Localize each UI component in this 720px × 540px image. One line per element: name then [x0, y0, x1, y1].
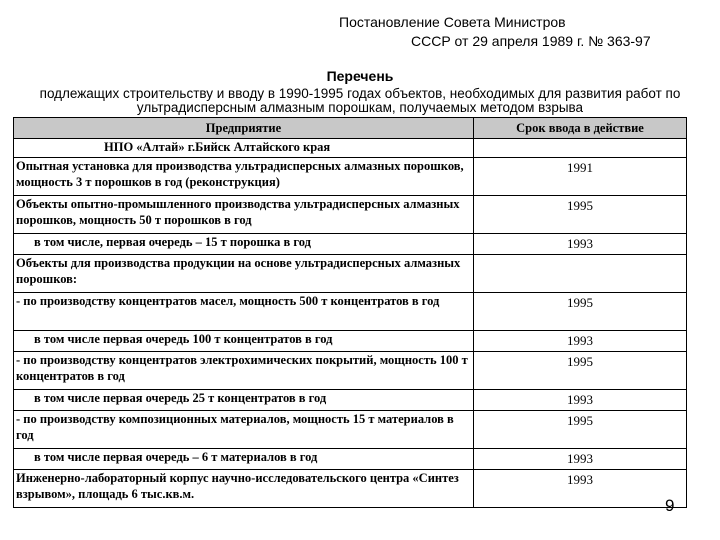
row-year: 1995	[474, 196, 687, 234]
row-text: Инженерно-лабораторный корпус научно-исследовательского центра «Синтез взрывом», площадь 6 тыс.кв.м.	[14, 470, 474, 508]
row-text: - по производству концентратов масел, мощность 500 т концентратов в год	[14, 293, 474, 331]
table-row	[14, 234, 687, 255]
group-year-cell	[474, 139, 687, 158]
table-row	[14, 255, 687, 293]
document-subtitle-line2: ультрадисперсным алмазным порошкам, получаемых методом взрыва	[136, 100, 584, 115]
row-text: - по производству концентратов электрохимических покрытий, мощность 100 т концентратов в год	[14, 352, 474, 390]
row-year: 1993	[474, 449, 687, 470]
row-text: в том числе первая очередь – 6 т материалов в год	[14, 449, 474, 470]
row-year: 1993	[474, 470, 687, 508]
header-decree-line1: Постановление Совета Министров	[339, 14, 566, 30]
table-row	[14, 196, 687, 234]
row-text: в том числе первая очередь 25 т концентратов в год	[14, 390, 474, 411]
row-text: Объекты для производства продукции на основе ультрадисперсных алмазных порошков:	[14, 255, 474, 293]
column-header-enterprise: Предприятие	[14, 118, 474, 139]
objects-table	[13, 117, 687, 508]
table-row	[14, 352, 687, 390]
table-row	[14, 390, 687, 411]
table-row	[14, 449, 687, 470]
table-row	[14, 331, 687, 352]
group-label: НПО «Алтай» г.Бийск Алтайского края	[14, 139, 474, 158]
row-text: Опытная установка для производства ультрадисперсных алмазных порошков, мощность 3 т порошков в год (реконструкция)	[14, 158, 474, 196]
row-year: 1993	[474, 390, 687, 411]
document-subtitle-line1: подлежащих строительству и вводу в 1990-1995 годах объектов, необходимых для развития работ по	[39, 86, 681, 101]
row-year: 1993	[474, 331, 687, 352]
table-row	[14, 470, 687, 508]
row-year: 1993	[474, 234, 687, 255]
row-year: 1995	[474, 411, 687, 449]
row-text: в том числе, первая очередь – 15 т порошка в год	[14, 234, 474, 255]
row-year	[474, 255, 687, 293]
group-row	[14, 139, 687, 158]
header-decree-line2: СССР от 29 апреля 1989 г. № 363-97	[411, 33, 651, 49]
row-text: - по производству композиционных материалов, мощность 15 т материалов в год	[14, 411, 474, 449]
row-year: 1991	[474, 158, 687, 196]
table-row	[14, 158, 687, 196]
column-header-commissioning-date: Срок ввода в действие	[474, 118, 687, 139]
row-text: в том числе первая очередь 100 т концентратов в год	[14, 331, 474, 352]
page-number: 9	[665, 496, 675, 515]
table-row	[14, 411, 687, 449]
table-row	[14, 293, 687, 331]
row-text: Объекты опытно-промышленного производства ультрадисперсных алмазных порошков, мощность 50 т порошков в год	[14, 196, 474, 234]
row-year: 1995	[474, 352, 687, 390]
row-year: 1995	[474, 293, 687, 331]
document-title: Перечень	[326, 68, 394, 84]
table-header-row	[14, 118, 687, 139]
